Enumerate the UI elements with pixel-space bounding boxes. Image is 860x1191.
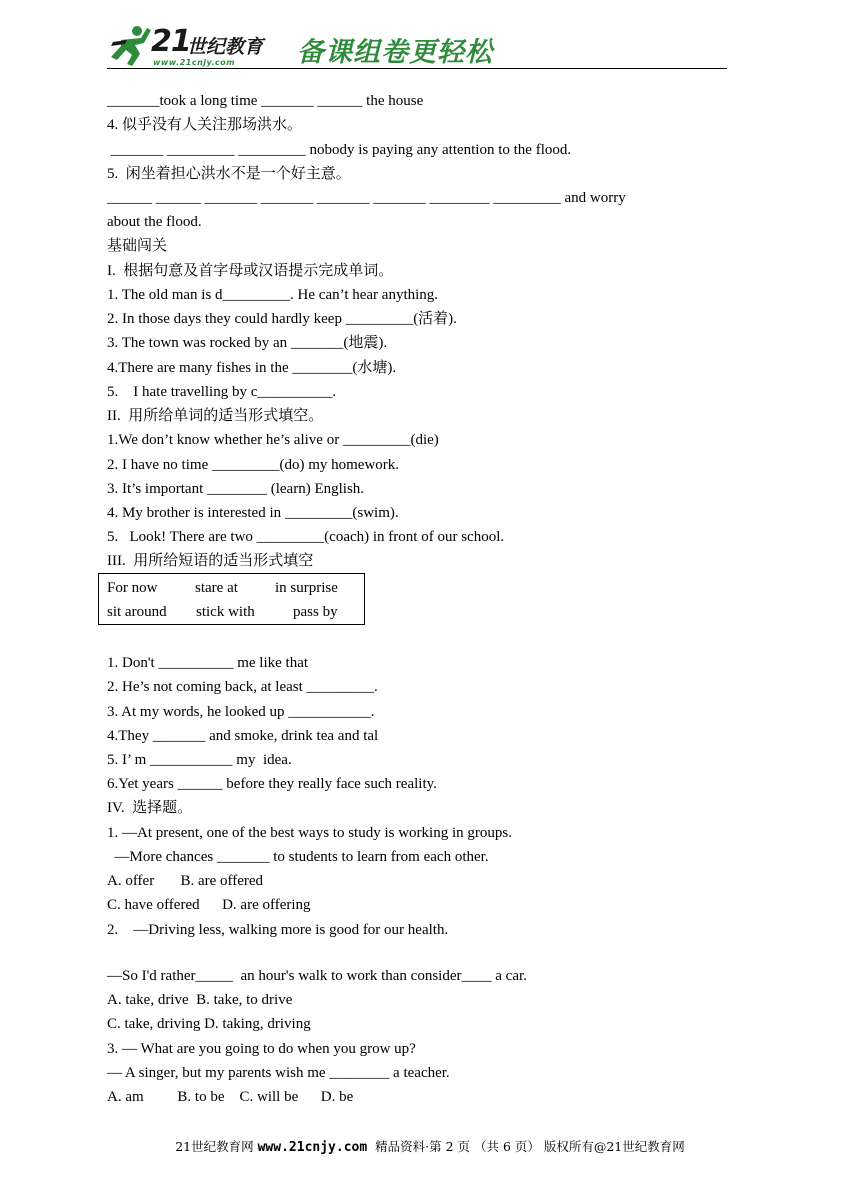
exercise-item: 1.We don’t know whether he’s alive or _________(die) bbox=[107, 432, 439, 448]
footer-site-name: 21世纪教育网 bbox=[175, 1139, 258, 1154]
exercise-item: 3. At my words, he looked up ___________. bbox=[107, 704, 375, 720]
phrase-option: stick with bbox=[196, 604, 255, 620]
footer-page-info: 精品资料·第 2 页 （共 6 页） 版权所有@21世纪教育网 bbox=[367, 1139, 685, 1154]
phrase-box bbox=[98, 573, 365, 625]
page-header bbox=[107, 22, 727, 72]
phrase-option: pass by bbox=[293, 604, 338, 620]
answer-options: A. offer B. are offered bbox=[107, 873, 264, 889]
header-divider bbox=[107, 68, 727, 69]
exercise-item: 3. It’s important ________ (learn) English. bbox=[107, 481, 365, 497]
answer-options: A. am B. to be C. will be D. be bbox=[107, 1089, 354, 1105]
exercise-item: 5. I hate travelling by c__________. bbox=[107, 384, 337, 400]
exercise-item: 3. The town was rocked by an _______(地震). bbox=[107, 335, 388, 351]
exercise-item: 1. The old man is d_________. He can’t hear anything. bbox=[107, 287, 439, 303]
text-line: ______ ______ _______ _______ _______ _______ ________ _________ and worry bbox=[107, 190, 626, 206]
logo-url: www.21cnjy.com bbox=[153, 58, 236, 67]
exercise-item: 4.There are many fishes in the ________(水塘). bbox=[107, 360, 397, 376]
section-heading: II. 用所给单词的适当形式填空。 bbox=[107, 408, 324, 424]
text-line: about the flood. bbox=[107, 214, 202, 230]
question-text: —So I'd rather_____ an hour's walk to work than consider____ a car. bbox=[107, 968, 527, 984]
exercise-item: 5. I’ m ___________ my idea. bbox=[107, 752, 292, 768]
exercise-item: 4. My brother is interested in _________(swim). bbox=[107, 505, 399, 521]
section-heading: 基础闯关 bbox=[107, 238, 168, 254]
answer-options: C. take, driving D. taking, driving bbox=[107, 1016, 311, 1032]
header-slogan: 备课组卷更轻松 bbox=[297, 37, 493, 68]
logo-number: 21 bbox=[151, 24, 191, 59]
exercise-item: 1. Don't __________ me like that bbox=[107, 655, 309, 671]
question-text: — A singer, but my parents wish me ________ a teacher. bbox=[107, 1065, 450, 1081]
text-line: 5. 闲坐着担心洪水不是一个好主意。 bbox=[107, 166, 351, 182]
section-heading: IV. 选择题。 bbox=[107, 800, 193, 816]
question-text: —More chances _______ to students to learn from each other. bbox=[107, 849, 489, 865]
question-text: 3. — What are you going to do when you grow up? bbox=[107, 1041, 416, 1057]
section-heading: III. 用所给短语的适当形式填空 bbox=[107, 553, 314, 569]
text-line: 4. 似乎没有人关注那场洪水。 bbox=[107, 117, 303, 133]
exercise-item: 2. In those days they could hardly keep _________(活着). bbox=[107, 311, 457, 327]
answer-options: A. take, drive B. take, to drive bbox=[107, 992, 293, 1008]
exercise-item: 2. He’s not coming back, at least _________. bbox=[107, 679, 378, 695]
exercise-item: 5. Look! There are two _________(coach) in front of our school. bbox=[107, 529, 505, 545]
exercise-item: 2. I have no time _________(do) my homework. bbox=[107, 457, 400, 473]
section-heading: I. 根据句意及首字母或汉语提示完成单词。 bbox=[107, 263, 394, 279]
answer-options: C. have offered D. are offering bbox=[107, 897, 311, 913]
page-footer bbox=[0, 1139, 860, 1156]
running-man-logo-icon bbox=[107, 24, 153, 68]
footer-url-link[interactable]: www.21cnjy.com bbox=[257, 1140, 368, 1155]
phrase-option: sit around bbox=[107, 604, 167, 620]
question-text: 1. —At present, one of the best ways to study is working in groups. bbox=[107, 825, 512, 841]
text-line: _______took a long time _______ ______ the house bbox=[107, 93, 424, 109]
phrase-option: stare at bbox=[195, 580, 238, 596]
exercise-item: 4.They _______ and smoke, drink tea and tal bbox=[107, 728, 379, 744]
question-text: 2. —Driving less, walking more is good for our health. bbox=[107, 922, 449, 938]
text-line: _______ _________ _________ nobody is paying any attention to the flood. bbox=[107, 142, 572, 158]
phrase-option: in surprise bbox=[275, 580, 338, 596]
phrase-option: For now bbox=[107, 580, 158, 596]
logo-text: 世纪教育 bbox=[187, 36, 264, 58]
exercise-item: 6.Yet years ______ before they really face such reality. bbox=[107, 776, 437, 792]
